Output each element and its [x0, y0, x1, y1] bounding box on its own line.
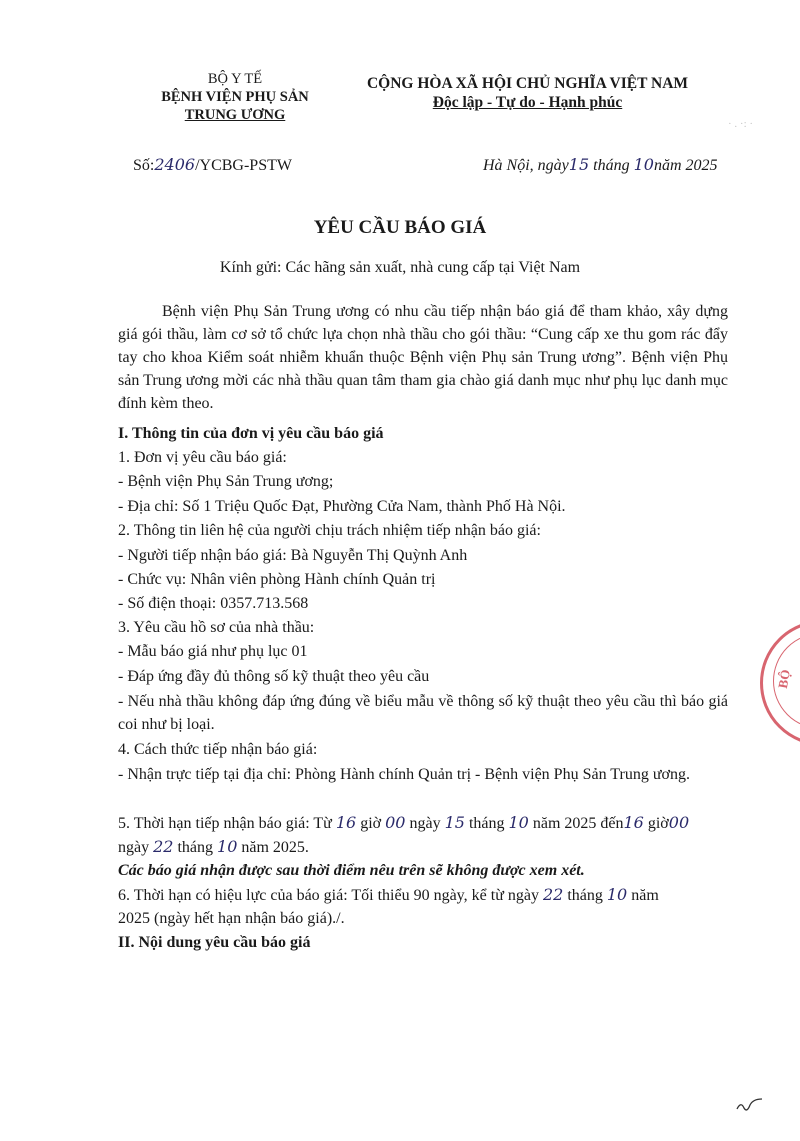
validity-year-label: năm [631, 887, 659, 904]
deadline-day-label-2: ngày [118, 839, 150, 856]
deadline-year-to: năm 2025 đến [532, 815, 624, 832]
nation-title: CỘNG HÒA XÃ HỘI CHỦ NGHĨA VIỆT NAM [366, 75, 689, 92]
deadline-month-label-2: tháng [177, 839, 214, 856]
document-title: YÊU CẦU BÁO GIÁ [313, 217, 487, 238]
section-2-heading: II. Nội dung yêu cầu báo giá [118, 934, 311, 951]
s1-item-unit: - Bệnh viện Phụ Sản Trung ương; [118, 473, 334, 490]
deadline-day-to: 22 [153, 837, 174, 856]
date-place: Hà Nội, ngày [483, 157, 569, 174]
org-ministry: BỘ Y TẾ [207, 71, 263, 87]
deadline-minute-to: 00 [668, 813, 690, 832]
s1-item-2: 2. Thông tin liên hệ của người chịu trách nhiệm tiếp nhận báo giá: [118, 522, 541, 539]
deadline-hour-to: 16 [623, 813, 644, 832]
section-1-heading: I. Thông tin của đơn vị yêu cầu báo giá [118, 425, 384, 442]
s1-item-6-cont: 2025 (ngày hết hạn nhận báo giá)./. [118, 910, 345, 927]
nation-header [355, 74, 700, 112]
s1-item-5 [118, 813, 689, 834]
deadline-hour-unit-2: giờ [647, 815, 669, 832]
s1-item-6 [118, 885, 659, 906]
s1-item-address: - Địa chỉ: Số 1 Triệu Quốc Đạt, Phường Cửa Nam, thành Phố Hà Nội. [118, 498, 566, 515]
stamp-text: BỘ [774, 668, 793, 690]
date-month-label: tháng [593, 157, 630, 174]
s1-item-form: - Mẫu báo giá như phụ lục 01 [118, 643, 308, 660]
org-header [140, 70, 330, 124]
recipient-line: Kính gửi: Các hãng sản xuất, nhà cung cấp tại Việt Nam [219, 259, 581, 276]
late-submission-note: Các báo giá nhận được sau thời điểm nêu trên sẽ không được xem xét. [118, 862, 585, 879]
deadline-day-label: ngày [409, 815, 441, 832]
date-year: năm 2025 [653, 157, 718, 174]
s1-item-4: 4. Cách thức tiếp nhận báo giá: [118, 741, 318, 758]
deadline-day-from: 15 [444, 813, 465, 832]
s1-item-5-cont [118, 837, 309, 858]
s1-item-3: 3. Yêu cầu hồ sơ của nhà thầu: [118, 619, 315, 636]
s1-item-position: - Chức vụ: Nhân viên phòng Hành chính Quản trị [118, 571, 436, 588]
org-hospital-line2: TRUNG ƯƠNG [184, 107, 286, 123]
deadline-month-to: 10 [217, 837, 238, 856]
document-number [133, 155, 292, 175]
deadline-month-from: 10 [508, 813, 529, 832]
s1-item-1: 1. Đơn vị yêu cầu báo giá: [118, 449, 287, 466]
validity-label: 6. Thời hạn có hiệu lực của báo giá: Tối thiểu 90 ngày, kể từ ngày [118, 887, 539, 904]
deadline-label: 5. Thời hạn tiếp nhận báo giá: Từ [118, 815, 332, 832]
doc-number-handwritten: 2406 [154, 155, 196, 174]
deadline-month-label: tháng [468, 815, 505, 832]
deadline-minute-from: 00 [385, 813, 406, 832]
s1-item-delivery: - Nhận trực tiếp tại địa chỉ: Phòng Hành chính Quản trị - Bệnh viện Phụ Sản Trung ương. [118, 766, 690, 783]
date-month-handwritten: 10 [633, 155, 654, 174]
s1-item-phone: - Số điện thoại: 0357.713.568 [118, 595, 309, 612]
s1-item-contact: - Người tiếp nhận báo giá: Bà Nguyễn Thị Quỳnh Anh [118, 547, 468, 564]
deadline-hour-unit: giờ [360, 815, 382, 832]
initial-signature-icon [735, 1095, 765, 1115]
doc-number-suffix: /YCBG-PSTW [195, 157, 292, 174]
deadline-hour-from: 16 [335, 813, 357, 832]
nation-motto: Độc lập - Tự do - Hạnh phúc [432, 94, 623, 111]
s1-item-reject: - Nếu nhà thầu không đáp ứng đúng về biểu mẫu về thông số kỹ thuật theo yêu cầu thì báo giá coi như bị loại. [118, 693, 728, 733]
validity-month: 10 [606, 885, 628, 904]
s1-item-spec: - Đáp ứng đầy đủ thông số kỹ thuật theo yêu cầu [118, 668, 430, 685]
intro-paragraph: Bệnh viện Phụ Sản Trung ương có nhu cầu tiếp nhận báo giá để tham khảo, xây dựng giá gói thầu, làm cơ sở tổ chức lựa chọn nhà thầu cho gói thầu: “Cung cấp xe thu gom rác đẩy tay cho khoa Kiểm soát nhiễm khuẩn thuộc Bệnh viện Phụ sản Trung ương”. Bệnh viện Phụ sản Trung ương mời các nhà thầu quan tâm tham gia chào giá danh mục như phụ lục danh mục đính kèm theo. [118, 303, 728, 412]
validity-month-label: tháng [567, 887, 603, 904]
date-day-handwritten: 15 [568, 155, 590, 174]
scan-smudge: · . ·: · [728, 118, 754, 130]
official-stamp [760, 620, 800, 746]
document-date [483, 155, 718, 175]
doc-number-prefix: Số: [133, 157, 155, 174]
org-hospital-line1: BỆNH VIỆN PHỤ SẢN [161, 89, 309, 105]
deadline-year-2: năm 2025. [241, 839, 309, 856]
validity-day: 22 [542, 885, 564, 904]
